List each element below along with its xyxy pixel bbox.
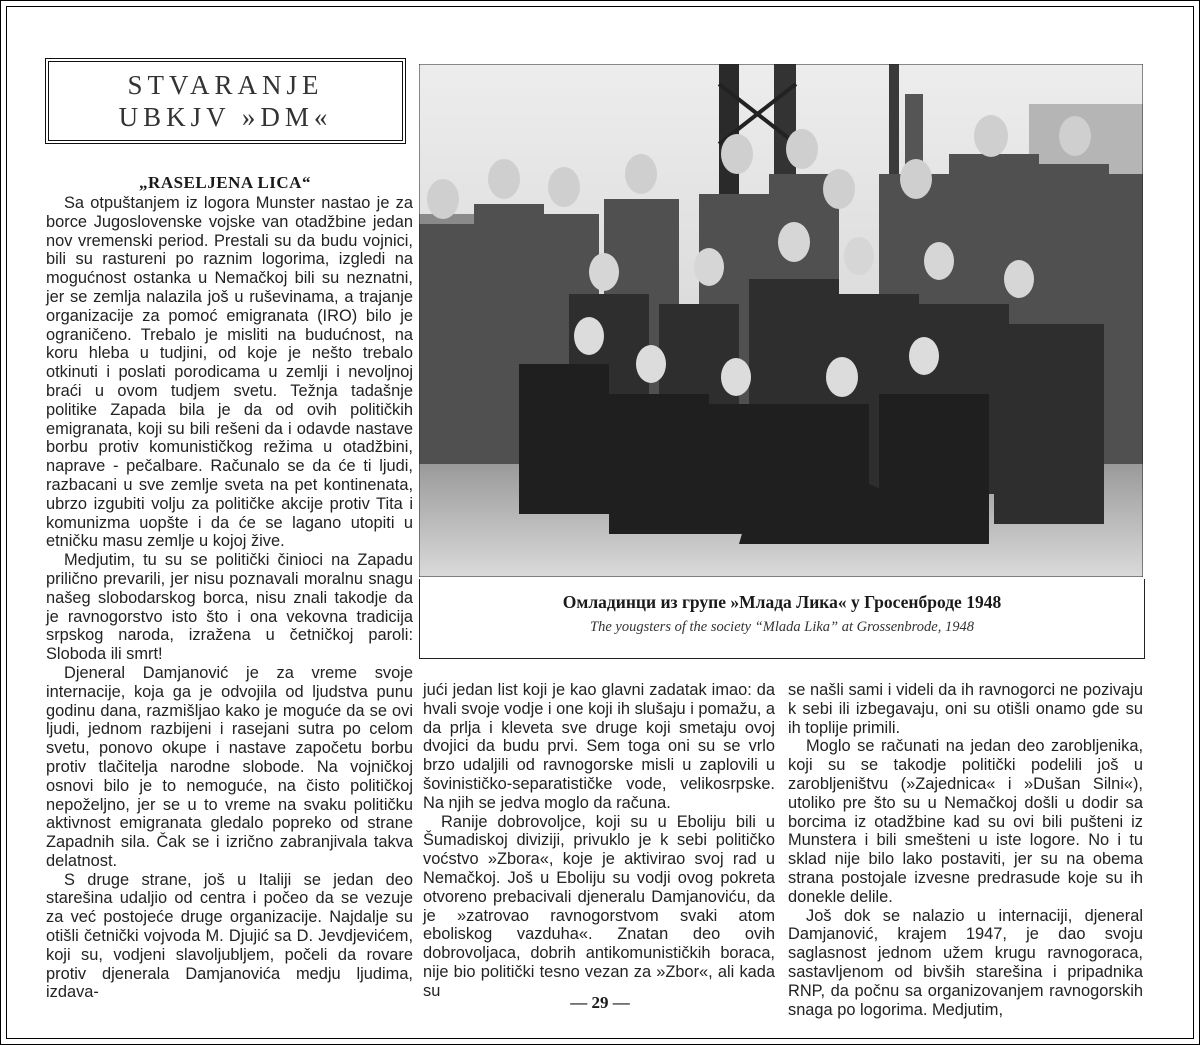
photo-caption-english: The yougsters of the society “Mlada Lika” at Grossenbrode, 1948 [590,619,974,635]
section-subheading: „RASELJENA LICA“ [139,173,311,192]
article-title-line-1: STVARANJE [127,70,324,100]
article-title-line-2: UBKJV »DM« [118,102,333,132]
paragraph: se našli sami i videli da ih ravnogorci ne pozivaju k sebi ili izbegavaju, oni su otišli onamo gde su ih toplije primili. [788,681,1143,737]
photo-caption-box [419,579,1145,659]
paragraph: Djeneral Damjanović je za vreme svoje internacije, koja ga je odvojila od ljudstva punu godinu dana, razmišljao kako je moguće da se ovi ljudi, jednom razbijeni i rasejani sutra po celom svetu, ponovo okupe i nastave započetu borbu protiv tlačitelja narodne slobode. Na vojničkoj osnovi bilo je to nemoguće, na čisto političkoj nepoželjno, jer se u to vreme na svaku političku aktivnost emigranata gledalo popreko od strane Zapadnih sila. Čak se i izrično zabranjivala takva delatnost. [46,663,413,870]
paragraph: Medjutim, tu su se politički činioci na Zapadu prilično prevarili, jer nisu poznavali moralnu snagu našeg slobodarskog borca, nisu znali takodje da je ravnogorstvo isto što i ona vekovna tradicija srpskog naroda, izražena u četničkoj paroli: Sloboda ili smrt! [46,551,413,664]
text-column-3 [788,681,1143,1019]
paragraph: Ranije dobrovoljce, koji su u Eboliju bili u Šumadiskoj diviziji, privuklo je k sebi političko voćstvo »Zbora«, koje je aktivirao svoj rad u Nemačkoj. Još u Eboliju su vodji ovog pokreta otvoreno prebacivali djeneralu Damjanoviću, da je »zatrovao ravnogorstvom svaki atom eboliskog vazduha«. Znatan deo ovih dobrovoljaca, dobrih antikomunističkih boraca, nije bio politički tesno vezan za »Zbor«, ali kada su [423,812,775,1000]
text-column-1 [46,194,413,1002]
paragraph: S druge strane, još u Italiji se jedan deo starešina udaljio od centra i počeo da se vezuje za već postojeće druge organizacije. Najdalje su otišli četnički vojvoda M. Djujić sa D. Jevdjevićem, koji su, vodjeni slavoljubljem, počeli da rovare protiv djenerala Damjanovića medju ljudima, izdava- [46,870,413,1002]
article-title-box [48,61,403,141]
paragraph: Još dok se nalazio u internaciji, djeneral Damjanović, krajem 1947, je dao svoju saglasnost jednom užem krugu ravnogoraca, sastavljenom od bivših starešina i pripadnika RNP, da počnu sa organizovanjem ravnogorskih snaga po logorima. Medjutim, [788,906,1143,1019]
photo-caption-serbian: Омладинци из групе »Млада Лика« у Гросенброде 1948 [562,592,1002,612]
text-column-2 [423,681,775,1001]
page-number: — 29 — [570,993,630,1012]
paragraph: jući jedan list koji je kao glavni zadatak imao: da hvali svoje vodje i one koji ih slušaju i pomažu, a da prlja i kleveta sve druge koji smetaju ovoj dvojici da budu prvi. Sem toga oni su se vrlo brzo udaljili od ravnogorske misli u zaplovili u šovinističko-separatističke vode, velikosrpske. Na njih se jedva moglo da računa. [423,681,775,812]
paragraph: Sa otpuštanjem iz logora Munster nastao je za borce Jugoslovenske vojske van otadžbine jedan nov vremenski period. Prestali su da budu vojnici, bili su rastureni po raznim logorima, izgledi na mogućnost ostanka u Nemačkoj bili su neznatni, jer se zemlja nalazila još u ruševinama, a trajanje organizacije za pomoć emigranata (IRO) bilo je ograničeno. Trebalo je misliti na budućnost, na koru hleba u tudjini, od koje je nešto trebalo otkinuti i poslati porodicama u zemlji i nevoljnoj braći u ovom tudjem svetu. Težnja tadašnje politike Zapada bila je da od ovih političkih emigranata, koji su bili rešeni da i odavde nastave borbu protiv komunističkog režima u otadžbini, naprave - pečalbare. Računalo se da će ti ljudi, razbacani u sve zemlje sveta na pet kontinenata, ubrzo izgubiti volju za političke akcije protiv Tita i komunizma uopšte i da će se lagano utopiti u etničku masu zemlje u kojoj žive. [46,194,413,551]
paragraph: Moglo se računati na jedan deo zarobljenika, koji su se takodje politički podelili još u zarobljeništvu (»Zajednica« i »Dušan Silni«), utoliko pre što su u Nemačkoj došli u dodir sa borcima iz otadžbine kad su ovi bili pušteni iz Munstera i bili smešteni u iste logore. No i tu sklad nije bilo lako postaviti, jer su na obema strana postojale izvesne predrasude koje su ih donekle delile. [788,737,1143,906]
group-photo [419,64,1143,577]
